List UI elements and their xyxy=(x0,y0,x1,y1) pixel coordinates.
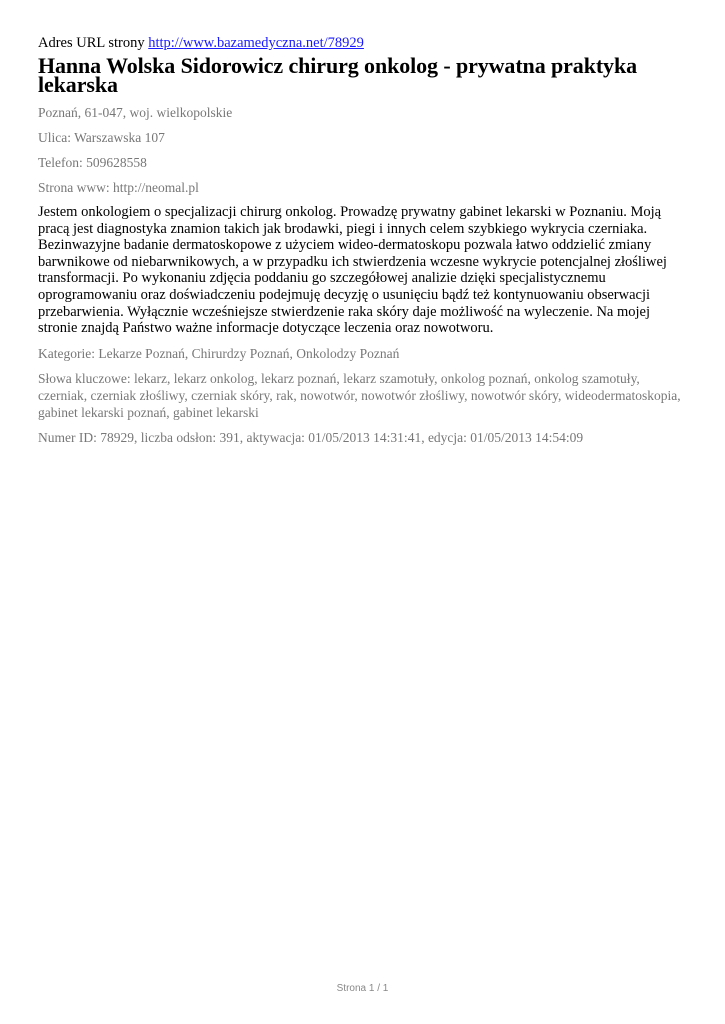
url-label: Adres URL strony xyxy=(38,35,145,51)
phone-line: Telefon: 509628558 xyxy=(38,155,147,170)
record-info-line: Numer ID: 78929, liczba odsłon: 391, aktywacja: 01/05/2013 14:31:41, edycja: 01/05/2013 14:54:09 xyxy=(38,429,584,445)
document-page xyxy=(38,34,688,446)
description: Jestem onkologiem o specjalizacji chirurg onkolog. Prowadzę prywatny gabinet lekarski w Poznaniu. Moją pracą jest diagnostyka znamion takich jak brodawki, piegi i innych celem szybkiego wykrycia czerniaka. Bezinwazyjne badanie dermatoskopowe z użyciem wideo-dermatoskopu pozwala łatwo oddzielić zmiany barwnikowe od niebarwnikowych, a w przypadku ich stwierdzenia wczesne wykrycie potencjalnej złośliwej transformacji. Po wykonaniu zdjęcia poddaniu go szczegółowej analizie dzięki specjalistycznemu oprogramowaniu oraz doświadczeniu podejmuję decyzję o usunięciu bądź też kontynuowaniu obserwacji przebarwienia. Wyłącznie wcześniejsze stwierdzenie raka skóry daje możliwość na wyleczenie. Na mojej stronie znajdą Państwo ważne informacje dotyczące leczenia oraz nowotworu. xyxy=(38,204,667,337)
website-line: Strona www: http://neomal.pl xyxy=(38,180,199,195)
categories-line: Kategorie: Lekarze Poznań, Chirurdzy Poznań, Onkolodzy Poznań xyxy=(38,345,400,361)
keywords-line: Słowa kluczowe: lekarz, lekarz onkolog, lekarz poznań, lekarz szamotuły, onkolog poznań, onkolog szamotuły, czerniak, czerniak złośliwy, czerniak skóry, rak, nowotwór, nowotwór złośliwy, nowotwór skóry, wideodermatoskopia, gabinet lekarski poznań, gabinet lekarski xyxy=(38,370,681,420)
page-number-footer: Strona 1 / 1 xyxy=(336,983,389,994)
street-line: Ulica: Warszawska 107 xyxy=(38,130,165,145)
city-line: Poznań, 61-047, woj. wielkopolskie xyxy=(38,105,233,120)
source-url-link[interactable]: http://www.bazamedyczna.net/78929 xyxy=(148,35,364,51)
url-line xyxy=(38,34,688,52)
page-title: Hanna Wolska Sidorowicz chirurg onkolog - prywatna praktyka lekarska xyxy=(38,53,637,97)
